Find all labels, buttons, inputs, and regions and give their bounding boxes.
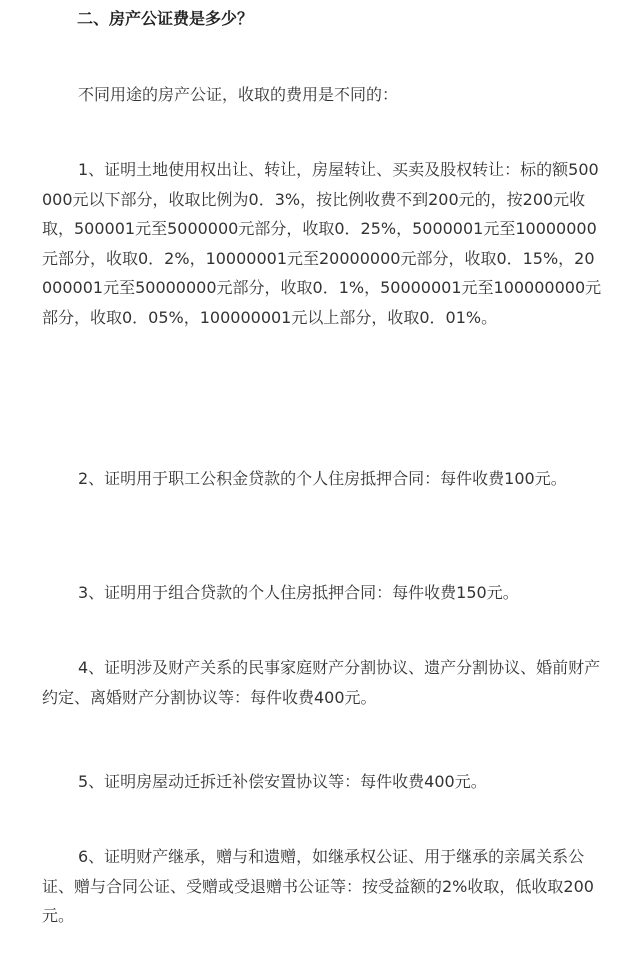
fee-item-2: 2、证明用于职工公积金贷款的个人住房抵押合同：每件收费100元。 (78, 469, 567, 488)
fee-item-6: 6、证明财产继承，赠与和遗赠，如继承权公证、用于继承的亲属关系公证、赠与合同公证、受赠或受退赠书公证等：按受益额的2%收取，低收取200元。 (42, 847, 594, 925)
fee-item-3: 3、证明用于组合贷款的个人住房抵押合同：每件收费150元。 (78, 583, 519, 602)
intro-paragraph: 不同用途的房产公证，收取的费用是不同的： (78, 85, 399, 104)
fee-item-4: 4、证明涉及财产关系的民事家庭财产分割协议、遗产分割协议、婚前财产约定、离婚财产分割协议等：每件收费400元。 (42, 658, 601, 707)
fee-item-5: 5、证明房屋动迁拆迁补偿安置协议等：每件收费400元。 (78, 772, 487, 791)
section-heading: 二、房产公证费是多少？ (77, 9, 254, 28)
fee-item-1: 1、证明土地使用权出让、转让，房屋转让、买卖及股权转让：标的额500000元以下部分，收取比例为0．3%，按比例收费不到200元的，按200元收取，500001元至5000000元部分，收取0．25%，5000001元至10000000元部分，收取0．2%，10000001元至20000000元部分，收取0．15%，20000001元至50000000元部分，收取0．1%，50000001元至100000000元部分，收取0．05%，100000001元以上部分，收取0．01%。 (42, 160, 602, 327)
